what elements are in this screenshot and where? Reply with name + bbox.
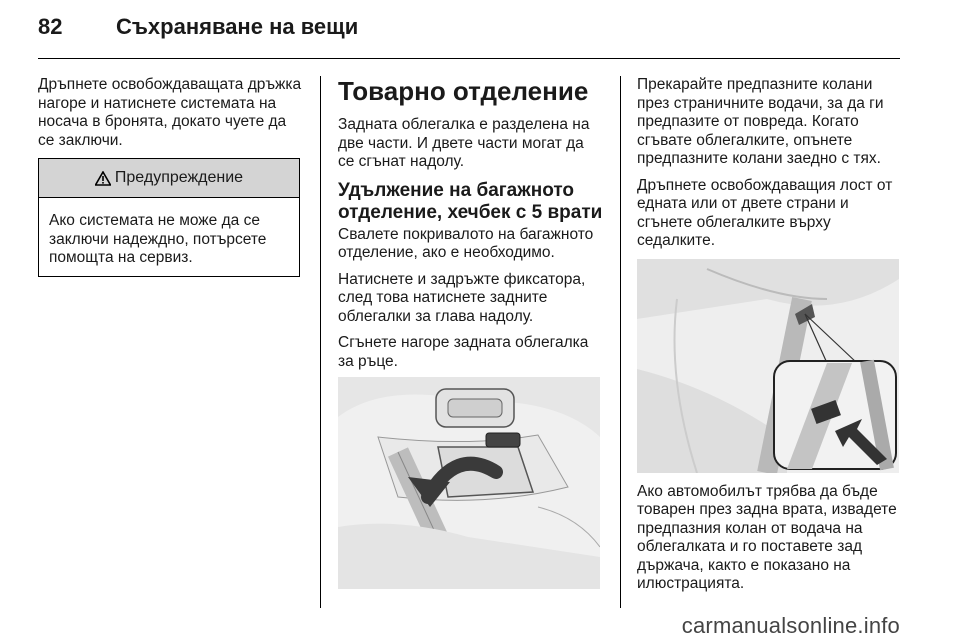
column-divider-1 xyxy=(320,76,321,608)
section-title: Товарно отделение xyxy=(338,76,589,106)
column-2 xyxy=(338,76,604,589)
header-rule xyxy=(38,58,900,59)
chapter-title: Съхраняване на вещи xyxy=(116,14,359,39)
column-1 xyxy=(38,76,302,277)
subsection-title: Удължение на багажното отделение, хечбек с 5 врати xyxy=(338,179,603,223)
warning-header xyxy=(39,159,299,198)
warning-box xyxy=(38,158,300,277)
warning-body: Ако системата не може да се заключи надеждно, потърсете помощта на сервиз. xyxy=(49,212,267,266)
warning-triangle-icon xyxy=(95,171,111,186)
column-divider-2 xyxy=(620,76,621,608)
step-armrest: Сгънете нагоре задната облегалка за ръце. xyxy=(338,334,589,370)
seatbelt-guide-drawing xyxy=(637,259,899,473)
seatbelt-guide-illustration xyxy=(637,259,899,473)
warning-title: Предупреждение xyxy=(114,168,244,186)
release-handle-paragraph: Дръпнете освобождаващата дръжка нагоре и натиснете системата на носача в бронята, докато чуете да се заключи. xyxy=(38,76,302,149)
seat-latch-illustration xyxy=(338,377,600,589)
tailgate-loading-paragraph: Ако автомобилът трябва да бъде товарен през задна врата, извадете предпазния колан от водача на облегалката и го поставете зад държача, както е показано на илюстрацията. xyxy=(637,482,897,592)
watermark: carmanualsonline.info xyxy=(681,613,900,638)
belt-guides-paragraph: Прекарайте предпазните колани през страничните водачи, за да ги предпазите от повреда. Когато сгъвате облегалките, опънете предпазните колани заедно с тях. xyxy=(637,76,884,167)
column-3 xyxy=(637,76,905,602)
intro-paragraph: Задната облегалка е разделена на две части. И двете части могат да се сгънат надолу. xyxy=(338,116,590,170)
release-lever-paragraph: Дръпнете освобождаващия лост от едната или от двете страни и сгънете облегалките върху седалките. xyxy=(637,176,893,249)
page-number: 82 xyxy=(38,14,63,39)
step-headrests: Натиснете и задръжте фиксатора, след това натиснете задните облегалки за глава надолу. xyxy=(338,270,586,325)
seat-latch-drawing xyxy=(338,377,600,589)
step-remove-cover: Свалете покривалото на багажното отделение, ако е необходимо. xyxy=(338,225,594,261)
